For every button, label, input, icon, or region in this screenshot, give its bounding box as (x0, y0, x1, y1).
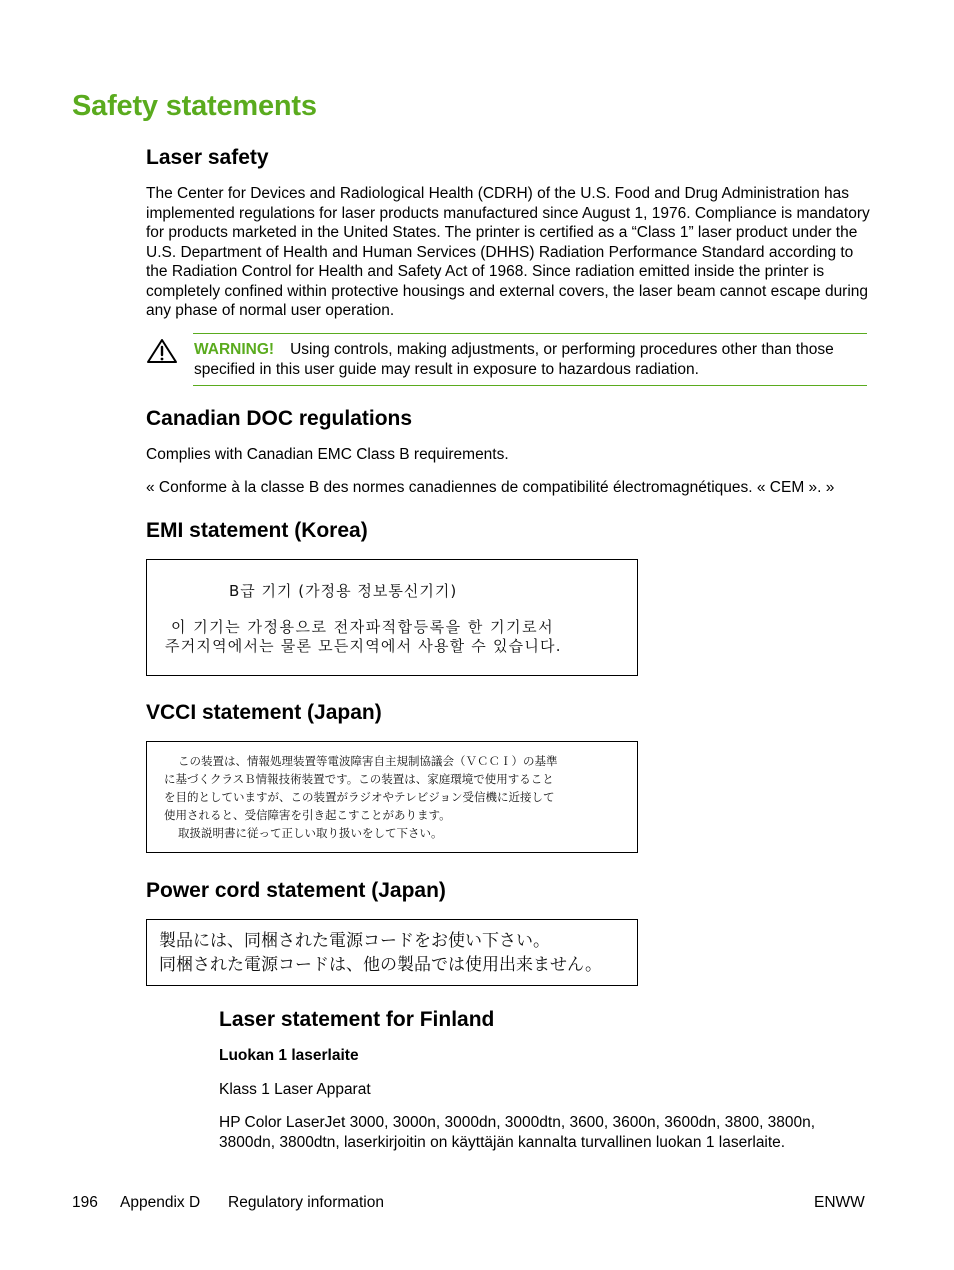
vcci-heading: VCCI statement (Japan) (146, 701, 382, 724)
warning-text: Using controls, making adjustments, or performing procedures other than those specified in this user guide may result in exposure to hazardous radiation. (194, 341, 834, 378)
korea-statement-box (146, 559, 638, 676)
warning-bottom-rule (193, 385, 867, 386)
power-cord-statement-box (146, 919, 638, 986)
footer-edition: ENWW (814, 1194, 865, 1211)
canadian-line1: Complies with Canadian EMC Class B requirements. (146, 446, 509, 463)
canadian-heading: Canadian DOC regulations (146, 407, 413, 430)
footer-appendix: Appendix D (120, 1194, 201, 1211)
footer-page-number: 196 (72, 1194, 98, 1211)
power-cord-heading: Power cord statement (Japan) (146, 879, 446, 902)
page-title: Safety statements (72, 90, 317, 122)
vcci-line1: この装置は、情報処理装置等電波障害自主規制協議会（ＶＣＣＩ）の基準 (178, 754, 558, 768)
warning-triangle-icon (146, 338, 178, 364)
finland-heading: Laser statement for Finland (219, 1008, 495, 1031)
finland-line2: HP Color LaserJet 3000, 3000n, 3000dn, 3000dtn, 3600, 3600n, 3600dn, 3800, 3800n, 3800dn, 3800dtn, laserkirjoitin on käyttäjän kannalta turvallinen luokan 1 laserlaite. (219, 1114, 816, 1151)
korea-line3: 주거지역에서는 물론 모든지역에서 사용할 수 있습니다. (165, 637, 562, 655)
vcci-line3: を目的としていますが、この装置がラジオやテレビジョン受信機に近接して (164, 790, 555, 804)
vcci-statement-box (146, 741, 638, 853)
warning-block (194, 340, 866, 379)
warning-top-rule (193, 333, 867, 334)
laser-safety-body: The Center for Devices and Radiological Health (CDRH) of the U.S. Food and Drug Administration has implemented regulations for laser products manufactured since August 1, 1976. Compliance is mandatory for products marketed in the United States. The printer is certified as a “Class 1” laser product under the U.S. Department of Health and Human Services (DHHS) Radiation Performance Standard according to the Radiation Control for Health and Safety Act of 1968. Since radiation emitted inside the printer is completely confined within protective housings and external covers, the laser beam cannot escape during any phase of normal user operation. (146, 185, 870, 319)
footer-section: Regulatory information (228, 1194, 384, 1211)
power-cord-line2: 同梱された電源コードは、他の製品では使用出来ません。 (159, 955, 603, 975)
korea-line2: 이 기기는 가정용으로 전자파적합등록을 한 기기로서 (171, 618, 555, 636)
vcci-line2: に基づくクラスＢ情報技術装置です。この装置は、家庭環境で使用すること (164, 772, 554, 786)
vcci-line5: 取扱説明書に従って正しい取り扱いをして下さい。 (178, 826, 443, 840)
power-cord-line1: 製品には、同梱された電源コードをお使い下さい。 (159, 931, 550, 951)
korea-heading: EMI statement (Korea) (146, 519, 368, 542)
finland-line1: Klass 1 Laser Apparat (219, 1081, 371, 1098)
laser-safety-heading: Laser safety (146, 146, 269, 169)
vcci-line4: 使用されると、受信障害を引き起こすことがあります。 (164, 808, 451, 822)
canadian-line2: « Conforme à la classe B des normes canadiennes de compatibilité électromagnétiques. « CEM ». » (146, 479, 835, 496)
korea-line1: B급 기기 (가정용 정보통신기기) (229, 582, 458, 600)
finland-subheading: Luokan 1 laserlaite (219, 1047, 359, 1064)
warning-label: WARNING! (194, 341, 275, 358)
